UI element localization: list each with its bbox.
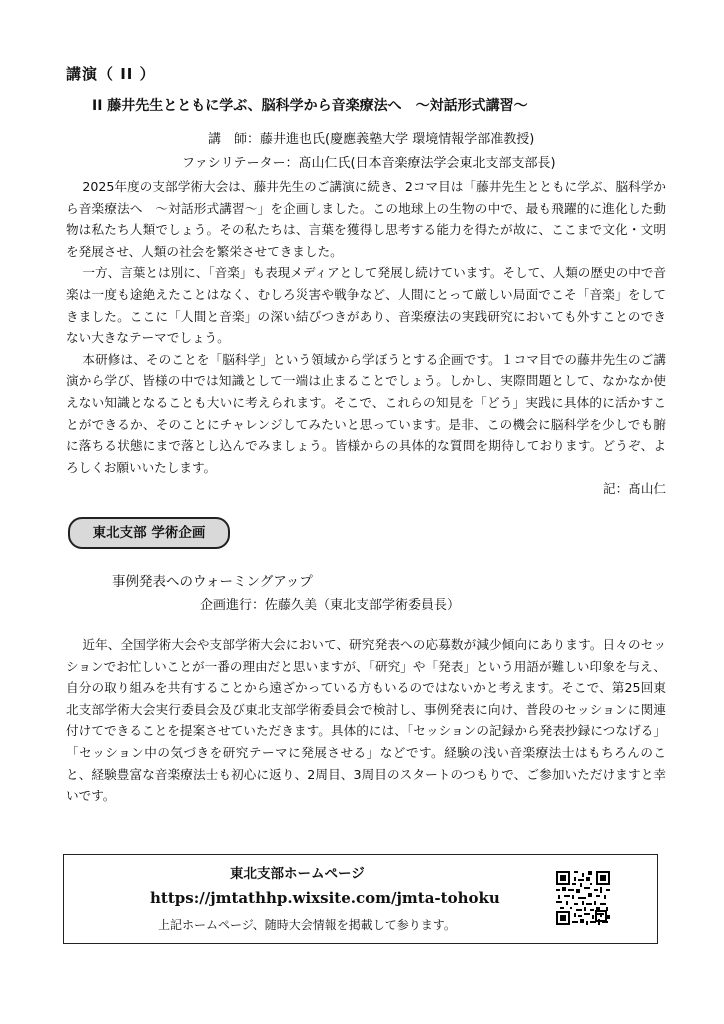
section-heading: 講演（ II ） (66, 65, 156, 83)
lecture-paragraph: 2025年度の支部学術大会は、藤井先生のご講演に続き、2コマ目は「藤井先生とともに学ぶ、脳科学から音楽療法へ ～対話形式講習～」を企画しました。この地球上の生物の中で、最も飛躍的に進化した動物は私たち人類でしょう。その私たちは、言葉を獲得し思考する能力を得たが故に、ここまで文化・文明を発展させ、人類の社会を繁栄させてきました。 (66, 179, 666, 259)
homepage-note: 上記ホームページ、随時大会情報を掲載して参ります。 (158, 918, 456, 932)
lecture-paragraph: 本研修は、そのことを「脳科学」という領域から学ぼうとする企画です。１コマ目での藤井先生のご講演から学び、皆様の中では知識として一端は止まることでしょう。しかし、実際問題として、なかなか使えない知識となることも大いに考えられます。そこで、これらの知見を「どう」実践に具体的に活かすことができるか、そのことにチャレンジしてみたいと思っています。是非、この機会に脳科学を少しでも腑に落ちる状態にまで落とし込んでみましょう。皆様からの具体的な質問を期待しております。どうぞ、よろしくお願いいたします。 (66, 351, 666, 475)
qr-code-icon[interactable] (556, 871, 610, 925)
lecturer-line: 講 師：藤井進也氏(慶應義塾大学 環境情報学部准教授) (208, 132, 535, 147)
workshop-title: 事例発表へのウォーミングアップ (112, 574, 313, 590)
lecture-title: II 藤井先生とともに学ぶ、脳科学から音楽療法へ ～対話形式講習～ (92, 98, 528, 114)
workshop-host: 企画進行：佐藤久美（東北支部学術委員長） (200, 598, 461, 613)
homepage-title: 東北支部ホームページ (230, 866, 365, 882)
section-badge: 東北支部 学術企画 (68, 517, 230, 549)
facilitator-line: ファシリテーター：髙山仁氏(日本音楽療法学会東北支部支部長) (182, 156, 556, 171)
signature: 記：髙山仁 (603, 481, 666, 497)
lecture-paragraph: 一方、言葉とは別に、「音楽」も表現メディアとして発展し続けています。そして、人類の歴史の中で音楽は一度も途絶えたことはなく、むしろ災害や戦争など、人間にとって厳しい局面でこそ「音楽」をしてきました。ここに「人間と音楽」の深い結びつきがあり、音楽療法の実践研究においても外すことのできない大きなテーマでしょう。 (66, 265, 666, 346)
homepage-url[interactable]: https://jmtathhp.wixsite.com/jmta-tohoku (150, 889, 500, 907)
workshop-paragraph: 近年、全国学術大会や支部学術大会において、研究発表への応募数が減少傾向にあります。日々のセッションでお忙しいことが一番の理由だと思いますが、「研究」や「発表」という用語が難しい印象を与え、自分の取り組みを共有することから遠ざかっている方もいるのではないかと考えます。そこで、第25回東北支部学術大会実行委員会及び東北支部学術委員会で検討し、事例発表に向け、普段のセッションに関連付けてできることを提案させていただきます。具体的には、「セッションの記録から発表抄録につなげる」「セッション中の気づきを研究テーマに発展させる」などです。経験の浅い音楽療法士はもちろんのこと、経験豊富な音楽療法士も初心に返り、2周目、3周目のスタートのつもりで、ご参加いただけますと幸いです。 (66, 637, 666, 804)
lecture-description (66, 176, 666, 500)
workshop-description (66, 634, 666, 807)
